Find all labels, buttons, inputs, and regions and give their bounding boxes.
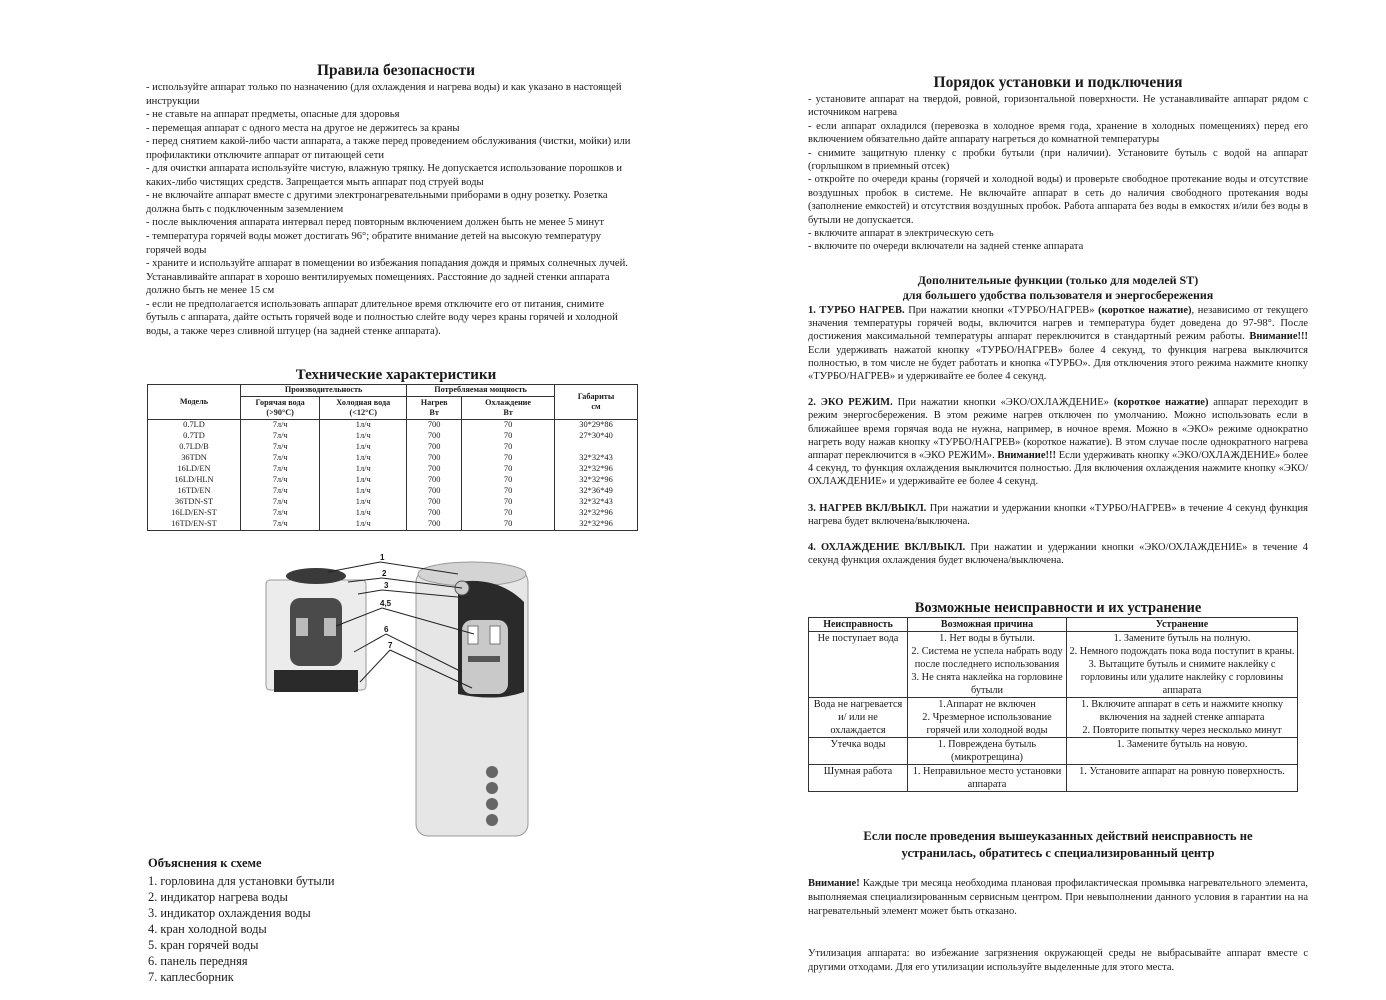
- spec-row: [148, 420, 638, 432]
- fault-row: [809, 698, 1298, 738]
- function-heat-toggle: 3. НАГРЕВ ВКЛ/ВЫКЛ. При нажатии и удержании кнопки «ТУРБО/НАГРЕВ» в течение 4 секунд функция нагрева будет включена/выключена.: [808, 502, 1308, 527]
- spec-cell: 7л/ч: [241, 420, 320, 432]
- fault-title: Возможные неисправности и их устранение: [914, 600, 1202, 616]
- spec-cell: 700: [407, 508, 462, 519]
- spec-cell: 7л/ч: [241, 486, 320, 497]
- fault-row: [809, 738, 1298, 765]
- explanation-item: 1. горловина для установки бутыли: [148, 874, 335, 888]
- spec-cell: 32*36*49: [555, 486, 638, 497]
- spec-row: [148, 442, 638, 453]
- fault-cell: Шумная работа: [809, 765, 908, 792]
- spec-cell: 70: [462, 464, 555, 475]
- spec-cell: 70: [462, 497, 555, 508]
- callout-2: 2: [382, 569, 387, 578]
- fault-cell: 1.Аппарат не включен 2. Чрезмерное использование горячей или холодной воды: [908, 698, 1067, 738]
- spec-cell: 32*32*96: [555, 519, 638, 531]
- fault-cell: 1. Нет воды в бутыли. 2. Система не успела набрать воду после последнего использования 3. Не снята наклейка на горловине бутыли: [908, 632, 1067, 698]
- spec-cell: 32*32*96: [555, 464, 638, 475]
- spec-row: [148, 431, 638, 442]
- spec-cell: 32*32*96: [555, 475, 638, 486]
- install-title: Порядок установки и подключения: [933, 74, 1183, 91]
- safety-item: - для очистки аппарата используйте чистую, влажную тряпку. Не допускается использование порошков и каких-либо чистящих средств. Запрещается мыть аппарат под струей воды: [146, 163, 623, 188]
- col-dims: Габариты см: [555, 385, 638, 420]
- col-heat: Нагрев Вт: [407, 397, 462, 420]
- spec-cell: 16TD/EN: [148, 486, 241, 497]
- install-item: - если аппарат охладился (перевозка в холодное время года, хранение в холодных помещениях) перед его включением обязательно дайте аппарату нагреться до комнатной температуры: [808, 120, 1308, 146]
- function-turbo: 1. ТУРБО НАГРЕВ. При нажатии кнопки «ТУРБО/НАГРЕВ» (короткое нажатие), независимо от текущего значения температуры горячей воды, включится нагрев и температура будет доведена до 97-98°. После достижения максимальной температуры аппарат переключится в стандартный режим работы. Внимание!!! Если удерживать нажатой кнопку «ТУРБО/НАГРЕВ» более 4 секунд, то функция нагрева выключится полностью, в том числе не будет работать и кнопка «ТУРБО». Для отключения этого режима нажмите кнопку «ТУРБО/НАГРЕВ» и удерживайте ее более 4 секунд.: [808, 305, 1308, 383]
- spec-cell: 1л/ч: [320, 486, 407, 497]
- fault-row: [809, 632, 1298, 698]
- extra-functions: [808, 304, 1308, 580]
- explanation-item: 7. каплесборник: [148, 970, 234, 984]
- install-item: - откройте по очереди краны (горячей и холодной воды) и проверьте свободное протекание воды и отсутствие воздушных пробок в системе. Не включайте аппарат в сеть до наличия свободного протекания воды (заполнение емкостей) и отсутствия воздушных пробок. Работа аппарата без воды в емкостях и/или без воды в бутыли не допускается.: [808, 174, 1308, 226]
- spec-cell: 70: [462, 442, 555, 453]
- spec-cell: 1л/ч: [320, 431, 407, 442]
- spec-row: [148, 486, 638, 497]
- spec-cell: 700: [407, 431, 462, 442]
- install-list: [808, 93, 1308, 254]
- tabletop-dispenser: [266, 568, 366, 692]
- spec-cell: 16TD/EN-ST: [148, 519, 241, 531]
- fault-cell: Вода не нагревается и/ или не охлаждается: [809, 698, 908, 738]
- spec-cell: 70: [462, 431, 555, 442]
- spec-cell: 70: [462, 519, 555, 531]
- spec-row: [148, 519, 638, 531]
- spec-cell: 16LD/EN: [148, 464, 241, 475]
- spec-cell: 700: [407, 519, 462, 531]
- callout-3: 3: [384, 581, 389, 590]
- col-power: Потребляемая мощность: [407, 385, 555, 397]
- tech-title: Технические характеристики: [295, 367, 497, 383]
- spec-cell: 7л/ч: [241, 442, 320, 453]
- col-cold: Холодная вода (<12°С): [320, 397, 407, 420]
- spec-cell: 70: [462, 420, 555, 432]
- spec-cell: 1л/ч: [320, 453, 407, 464]
- safety-item: - если не предполагается использовать аппарат длительное время отключите его от питания, снимите бутыль с аппарата, дайте остыть горячей воде и полностью слейте воду через краны горячей и холодной воды, а также через сливной штуцер (на задней стенке аппарата).: [146, 298, 618, 337]
- explanation-item: 2. индикатор нагрева воды: [148, 890, 288, 904]
- safety-item: - не ставьте на аппарат предметы, опасные для здоровья: [146, 109, 400, 121]
- callout-1: 1: [380, 553, 385, 562]
- maintenance-warning: Внимание! Каждые три месяца необходима плановая профилактическая промывка нагревательного элемента, выполняемая специализированным сервисным центром. При невыполнении данного условия в гарантии на на нагревательный элемент может быть отказано.: [808, 878, 1308, 917]
- function-eco: 2. ЭКО РЕЖИМ. При нажатии кнопки «ЭКО/ОХЛАЖДЕНИЕ» (короткое нажатие) аппарат переходит в режим энергосбережения. В этом режиме нагрев отключен по умолчанию. Можно использовать если в ближайшее время горячая вода не нужна, например, в ночное время. Можно в «ЭКО» режиме однократно нагреть воду нажав кнопку «ТУРБО/НАГРЕВ» (короткое нажатие). В этом случае после однократного нагрева аппарат переключится в «ЭКО РЕЖИМ». Внимание!!! Если удерживать кнопку «ЭКО/ОХЛАЖДЕНИЕ» более 4 секунд, то функция охлаждения выключится полностью. Для включения охлаждения нажмите кнопку «ЭКО/ОХЛАЖДЕНИЕ» и удерживайте ее более 4 секунд.: [808, 397, 1309, 488]
- spec-cell: 36TDN-ST: [148, 497, 241, 508]
- fault-col-problem: Неисправность: [809, 618, 908, 632]
- safety-item: - после выключения аппарата интервал перед повторным включением должен быть не менее 5 минут: [146, 217, 604, 229]
- spec-cell: 700: [407, 453, 462, 464]
- spec-cell: 7л/ч: [241, 475, 320, 486]
- spec-cell: 1л/ч: [320, 420, 407, 432]
- spec-row: [148, 508, 638, 519]
- spec-cell: 30*29*86: [555, 420, 638, 432]
- spec-cell: 7л/ч: [241, 519, 320, 531]
- function-cool-toggle: 4. ОХЛАЖДЕНИЕ ВКЛ/ВЫКЛ. При нажатии и удержании кнопки «ЭКО/ОХЛАЖДЕНИЕ» в течение 4 секунд функция охлаждения будет включена/выключена.: [808, 542, 1308, 567]
- explanation-item: 5. кран горячей воды: [148, 938, 259, 952]
- safety-item: - перемещая аппарат с одного места на другое не держитесь за краны: [146, 122, 460, 134]
- appliance-diagram: [258, 552, 558, 842]
- spec-row: [148, 464, 638, 475]
- safety-list: [146, 81, 634, 338]
- col-model: Модель: [148, 385, 241, 420]
- callout-45: 4,5: [380, 599, 392, 608]
- explanation-item: 3. индикатор охлаждения воды: [148, 906, 311, 920]
- spec-cell: 0.7LD: [148, 420, 241, 432]
- fault-cell: Не поступает вода: [809, 632, 908, 698]
- extra-functions-title: Дополнительные функции (только для моделей ST) для большего удобства пользователя и энергосбережения: [902, 273, 1214, 302]
- fault-cell: 1. Установите аппарат на ровную поверхность.: [1067, 765, 1298, 792]
- spec-cell: 70: [462, 453, 555, 464]
- spec-cell: 7л/ч: [241, 464, 320, 475]
- install-item: - снимите защитную пленку с пробки бутыли (при наличии). Установите бутыль с водой на аппарат (горлышком в приемный отсек): [808, 147, 1308, 173]
- callout-6: 6: [384, 625, 389, 634]
- spec-cell: 700: [407, 475, 462, 486]
- floor-dispenser: [416, 562, 528, 836]
- fault-cell: 1. Неправильное место установки аппарата: [908, 765, 1067, 792]
- spec-cell: 1л/ч: [320, 464, 407, 475]
- explanation-item: 4. кран холодной воды: [148, 922, 267, 936]
- callout-7: 7: [388, 641, 393, 650]
- spec-cell: 32*32*96: [555, 508, 638, 519]
- spec-cell: 7л/ч: [241, 508, 320, 519]
- col-hot: Горячая вода (>90°С): [241, 397, 320, 420]
- explanation-list: [148, 873, 335, 985]
- explanation-item: 6. панель передняя: [148, 954, 248, 968]
- spec-cell: 27*30*40: [555, 431, 638, 442]
- spec-cell: 0.7LD/B: [148, 442, 241, 453]
- spec-cell: 1л/ч: [320, 519, 407, 531]
- install-item: - включите аппарат в электрическую сеть: [808, 228, 994, 240]
- fault-cell: 1. Замените бутыль на полную. 2. Немного подождать пока вода поступит в краны. 3. Вытащите бутыль и снимите наклейку с горловины или удалите наклейку с горловины аппарата: [1067, 632, 1298, 698]
- service-center-notice: Если после проведения вышеуказанных действий неисправность не устранилась, обратитесь с специализированный центр: [863, 829, 1253, 860]
- spec-cell: 70: [462, 475, 555, 486]
- safety-item: - не включайте аппарат вместе с другими электронагревательными приборами в одну розетку. Розетка должна быть с подключенным заземлением: [146, 190, 608, 215]
- spec-cell: 16LD/EN-ST: [148, 508, 241, 519]
- col-productivity: Производительность: [241, 385, 407, 397]
- fault-cell: 1. Замените бутыль на новую.: [1067, 738, 1298, 765]
- spec-cell: 1л/ч: [320, 508, 407, 519]
- fault-cell: 1. Повреждена бутыль (микротрещина): [908, 738, 1067, 765]
- spec-cell: 1л/ч: [320, 442, 407, 453]
- install-item: - установите аппарат на твердой, ровной, горизонтальной поверхности. Не устанавливайте аппарат рядом с источником нагрева: [808, 94, 1308, 119]
- fault-table: [808, 617, 1298, 792]
- spec-cell: 7л/ч: [241, 431, 320, 442]
- spec-row: [148, 497, 638, 508]
- spec-cell: 1л/ч: [320, 497, 407, 508]
- spec-cell: 70: [462, 508, 555, 519]
- spec-cell: 700: [407, 420, 462, 432]
- install-item: - включите по очереди включатели на задней стенке аппарата: [808, 241, 1084, 253]
- spec-cell: [555, 442, 638, 453]
- safety-item: - перед снятием какой-либо части аппарата, а также перед проведением обслуживания (чистки, мойки) или профилактики отключите аппарат от питающей сети: [146, 136, 631, 161]
- spec-cell: 7л/ч: [241, 497, 320, 508]
- fault-cell: 1. Включите аппарат в сеть и нажмите кнопку включения на задней стенке аппарата 2. Повторите попытку через несколько минут: [1067, 698, 1298, 738]
- spec-cell: 700: [407, 497, 462, 508]
- spec-cell: 36TDN: [148, 453, 241, 464]
- spec-cell: 1л/ч: [320, 475, 407, 486]
- spec-table: [147, 384, 638, 531]
- spec-cell: 7л/ч: [241, 453, 320, 464]
- spec-cell: 32*32*43: [555, 497, 638, 508]
- spec-row: [148, 475, 638, 486]
- spec-cell: 700: [407, 442, 462, 453]
- disposal-note: Утилизация аппарата: во избежание загрязнения окружающей среды не выбрасывайте аппарат вместе с другими отходами. Для его утилизации используйте выделенные для этого места.: [808, 948, 1308, 973]
- spec-cell: 70: [462, 486, 555, 497]
- safety-item: - храните и используйте аппарат в помещении во избежания попадания дождя и прямых солнечных лучей. Устанавливайте аппарат в хорошо вентилируемых помещениях. Расстояние до задней стенки аппарата должно быть не менее 15 см: [146, 258, 628, 297]
- safety-item: - используйте аппарат только по назначению (для охлаждения и нагрева воды) и как указано в настоящей инструкции: [146, 82, 622, 107]
- spec-cell: 16LD/HLN: [148, 475, 241, 486]
- fault-col-fix: Устранение: [1067, 618, 1298, 632]
- spec-cell: 32*32*43: [555, 453, 638, 464]
- fault-col-cause: Возможная причина: [908, 618, 1067, 632]
- col-cool: Охлаждение Вт: [462, 397, 555, 420]
- safety-title: Правила безопасности: [316, 62, 476, 79]
- safety-item: - температура горячей воды может достигать 96°; обратите внимание детей на высокую температуру горячей воды: [146, 231, 602, 256]
- fault-row: [809, 765, 1298, 792]
- spec-cell: 0.7TD: [148, 431, 241, 442]
- spec-row: [148, 453, 638, 464]
- spec-cell: 700: [407, 464, 462, 475]
- explanation-title: Объяснения к схеме: [148, 856, 262, 870]
- spec-cell: 700: [407, 486, 462, 497]
- fault-cell: Утечка воды: [809, 738, 908, 765]
